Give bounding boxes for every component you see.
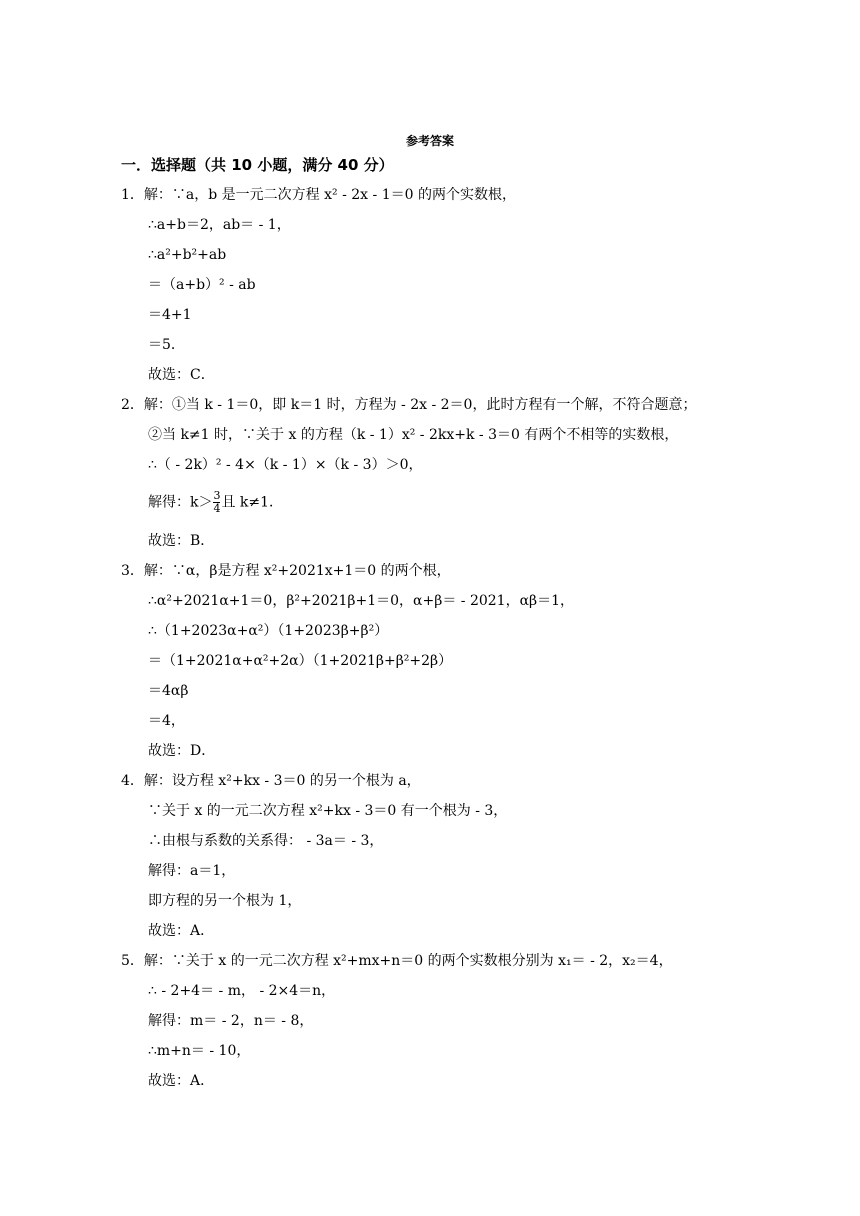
fraction-numerator: 3 — [213, 489, 221, 502]
q1-line-4: ＝（a+b）² - ab — [148, 277, 256, 293]
q4-line-4: 解得：a＝1， — [148, 863, 236, 879]
section-heading: 一．选择题（共 10 小题，满分 40 分） — [121, 156, 394, 174]
q1-answer: 故选：C． — [148, 367, 215, 383]
q3-line-1: 3．解：∵α，β是方程 x²+2021x+1＝0 的两个根， — [121, 563, 451, 579]
q2-line-4 — [148, 490, 283, 515]
fraction — [213, 490, 220, 515]
q4-answer: 故选：A． — [148, 923, 215, 939]
q3-answer: 故选：D． — [148, 743, 216, 759]
q2-line-3: ∴（ - 2k）² - 4×（k - 1）×（k - 3）＞0， — [148, 457, 423, 473]
q4-line-1: 4．解：设方程 x²+kx - 3＝0 的另一个根为 a， — [121, 773, 421, 789]
q3-line-4: ＝（1+2021α+α²+2α）（1+2021β+β²+2β） — [148, 653, 453, 669]
q1-line-3: ∴a²+b²+ab — [148, 247, 227, 263]
q3-line-6: ＝4， — [148, 713, 185, 729]
q2-answer: 故选：B． — [148, 533, 215, 549]
q2-solution-prefix: 解得：k＞ — [148, 494, 213, 511]
q5-line-1: 5．解：∵关于 x 的一元二次方程 x²+mx+n＝0 的两个实数根分别为 x₁＝ - 2，x₂＝4， — [121, 953, 673, 969]
q2-solution-suffix: 且 k≠1． — [221, 494, 284, 511]
q4-line-3: ∴由根与系数的关系得： - 3a＝ - 3， — [148, 833, 384, 849]
q5-line-2: ∴ - 2+4＝ - m， - 2×4＝n， — [148, 983, 336, 999]
q1-line-6: ＝5． — [148, 337, 185, 353]
q4-line-2: ∵关于 x 的一元二次方程 x²+kx - 3＝0 有一个根为 - 3， — [148, 803, 508, 819]
q3-line-2: ∴α²+2021α+1＝0，β²+2021β+1＝0，α+β＝ - 2021，αβ＝1， — [148, 593, 575, 609]
q2-line-2: ②当 k≠1 时，∵关于 x 的方程（k - 1）x² - 2kx+k - 3＝0 有两个不相等的实数根， — [148, 427, 679, 443]
q3-line-3: ∴（1+2023α+α²）（1+2023β+β²） — [148, 623, 389, 639]
q5-line-3: 解得：m＝ - 2，n＝ - 8， — [148, 1013, 314, 1029]
q1-line-5: ＝4+1 — [148, 307, 192, 323]
q1-line-1: 1．解：∵a，b 是一元二次方程 x² - 2x - 1＝0 的两个实数根， — [121, 187, 516, 203]
q5-line-4: ∴m+n＝ - 10， — [148, 1043, 251, 1059]
q5-answer: 故选：A． — [148, 1073, 215, 1089]
q4-line-5: 即方程的另一个根为 1， — [148, 893, 302, 909]
fraction-denominator: 4 — [213, 502, 221, 515]
q2-line-1: 2．解：①当 k - 1＝0，即 k＝1 时，方程为 - 2x - 2＝0，此时方程有一个解，不符合题意； — [121, 397, 697, 413]
page-title: 参考答案 — [405, 134, 454, 148]
q3-line-5: ＝4αβ — [148, 683, 189, 699]
q1-line-2: ∴a+b＝2，ab＝ - 1， — [148, 217, 291, 233]
